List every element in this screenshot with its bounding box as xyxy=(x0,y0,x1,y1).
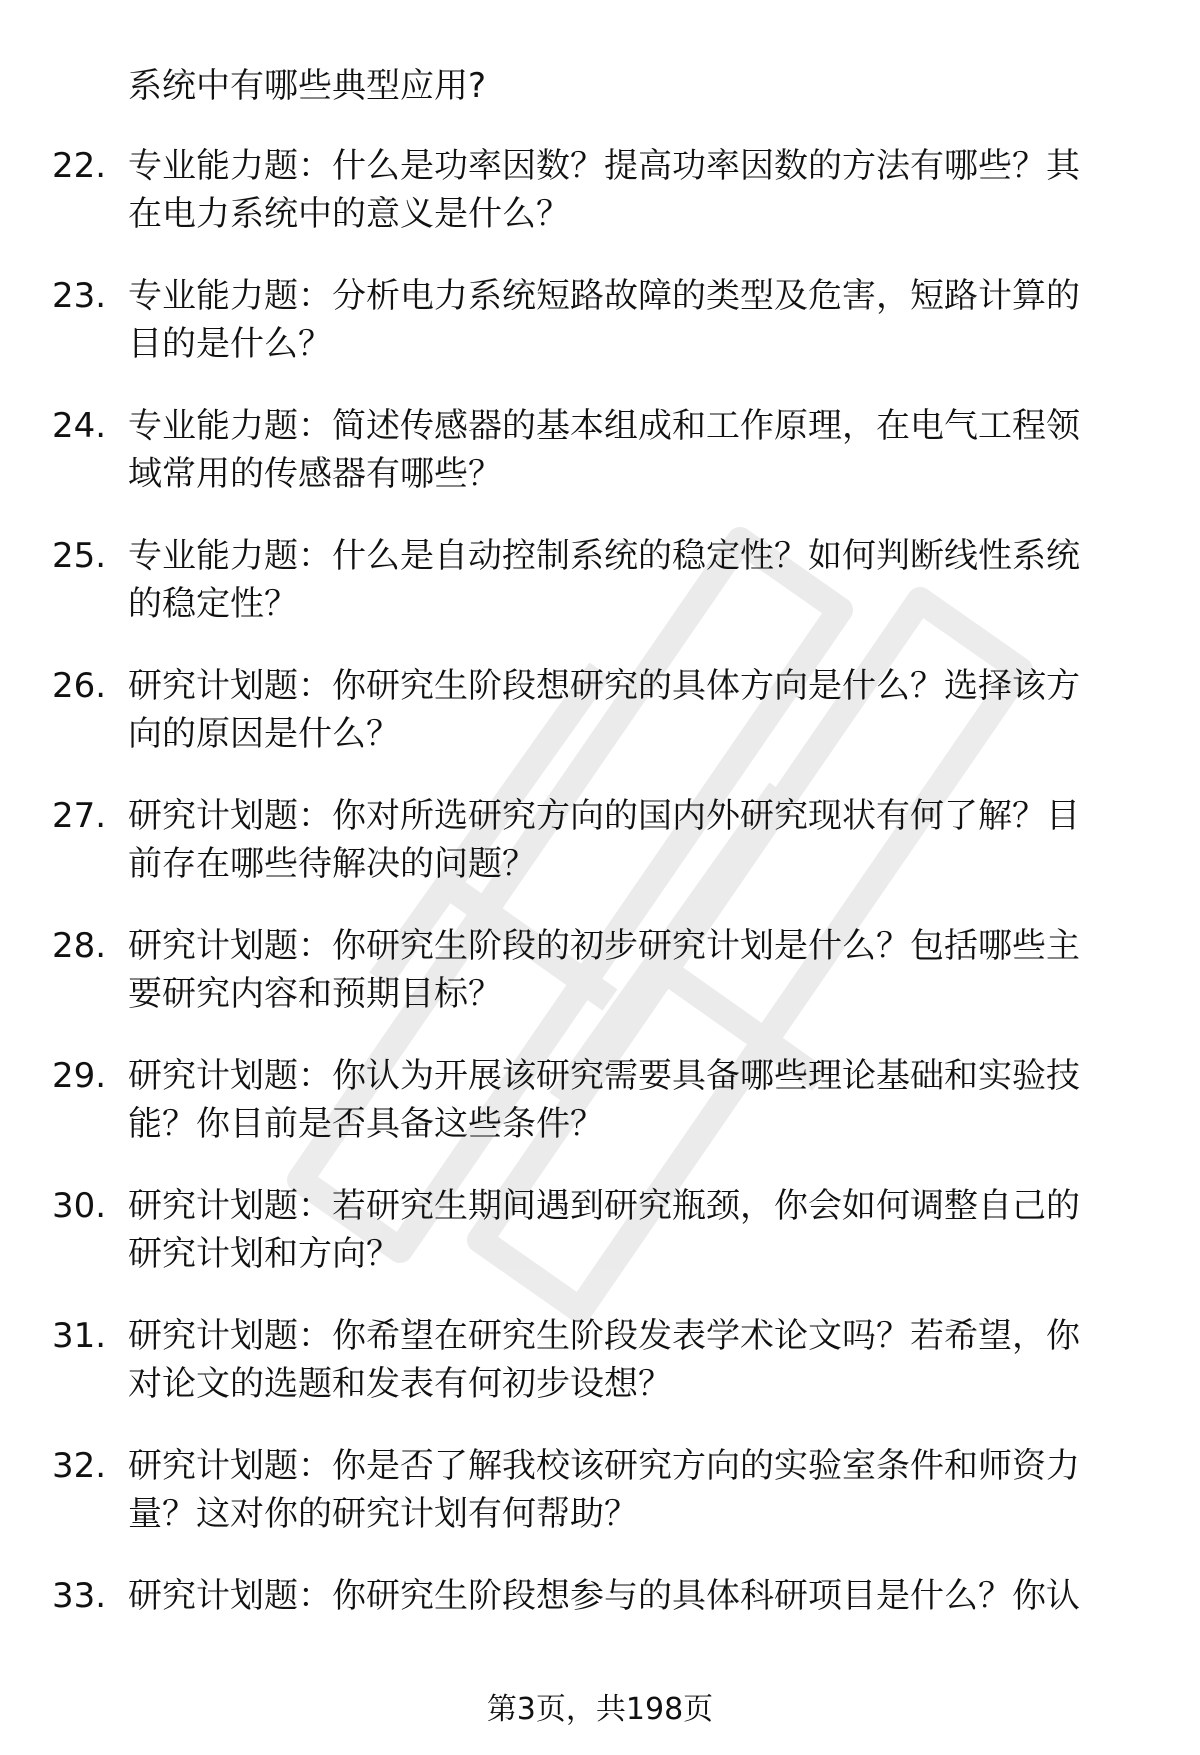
question-number: 25. xyxy=(52,536,107,576)
question-number: 26. xyxy=(52,666,107,706)
question-item xyxy=(0,792,1200,922)
question-number: 28. xyxy=(52,926,107,966)
question-item xyxy=(0,922,1200,1052)
question-item xyxy=(0,1182,1200,1312)
question-text-line: 专业能力题：分析电力系统短路故障的类型及危害，短路计算的 xyxy=(128,276,1080,316)
question-number: 23. xyxy=(52,276,107,316)
question-number: 24. xyxy=(52,406,107,446)
question-text-line: 要研究内容和预期目标？ xyxy=(128,974,502,1014)
question-text-line: 对论文的选题和发表有何初步设想？ xyxy=(128,1364,672,1404)
question-item xyxy=(0,402,1200,532)
question-text-line: 前存在哪些待解决的问题？ xyxy=(128,844,536,884)
question-text-line: 研究计划题：若研究生期间遇到研究瓶颈，你会如何调整自己的 xyxy=(128,1186,1080,1226)
question-number: 22. xyxy=(52,146,107,186)
question-text-line: 在电力系统中的意义是什么？ xyxy=(128,194,570,234)
question-text-line: 研究计划题：你认为开展该研究需要具备哪些理论基础和实验技 xyxy=(128,1056,1080,1096)
question-text-line: 研究计划和方向？ xyxy=(128,1234,400,1274)
question-text-line: 的稳定性？ xyxy=(128,584,298,624)
question-text-line: 研究计划题：你研究生阶段的初步研究计划是什么？包括哪些主 xyxy=(128,926,1080,966)
question-number: 33. xyxy=(52,1576,107,1616)
question-text-line: 研究计划题：你研究生阶段想参与的具体科研项目是什么？你认 xyxy=(128,1576,1080,1616)
question-text-line: 研究计划题：你是否了解我校该研究方向的实验室条件和师资力 xyxy=(128,1446,1080,1486)
question-item xyxy=(0,1052,1200,1182)
question-number: 27. xyxy=(52,796,107,836)
question-number: 31. xyxy=(52,1316,107,1356)
question-number: 29. xyxy=(52,1056,107,1096)
question-item xyxy=(0,1442,1200,1572)
question-text-line: 专业能力题：简述传感器的基本组成和工作原理，在电气工程领 xyxy=(128,406,1080,446)
question-text-line: 专业能力题：什么是自动控制系统的稳定性？如何判断线性系统 xyxy=(128,536,1080,576)
question-number: 30. xyxy=(52,1186,107,1226)
question-item xyxy=(0,1312,1200,1442)
question-text-line: 研究计划题：你研究生阶段想研究的具体方向是什么？选择该方 xyxy=(128,666,1080,706)
page-footer: 第3页，共198页 xyxy=(486,1692,714,1727)
question-item xyxy=(0,532,1200,662)
question-text-line: 能？你目前是否具备这些条件？ xyxy=(128,1104,604,1144)
question-text-line: 量？这对你的研究计划有何帮助？ xyxy=(128,1494,638,1534)
question-item xyxy=(0,272,1200,402)
question-text-line: 向的原因是什么？ xyxy=(128,714,400,754)
continued-question-text: 系统中有哪些典型应用? xyxy=(128,66,487,106)
question-item xyxy=(0,662,1200,792)
question-item xyxy=(0,1572,1200,1702)
question-item xyxy=(0,142,1200,272)
question-text-line: 研究计划题：你对所选研究方向的国内外研究现状有何了解？目 xyxy=(128,796,1080,836)
question-text-line: 研究计划题：你希望在研究生阶段发表学术论文吗？若希望，你 xyxy=(128,1316,1080,1356)
question-text-line: 专业能力题：什么是功率因数？提高功率因数的方法有哪些？其 xyxy=(128,146,1080,186)
question-list xyxy=(0,142,1200,1702)
question-number: 32. xyxy=(52,1446,107,1486)
question-text-line: 域常用的传感器有哪些？ xyxy=(128,454,502,494)
question-text-line: 目的是什么？ xyxy=(128,324,332,364)
